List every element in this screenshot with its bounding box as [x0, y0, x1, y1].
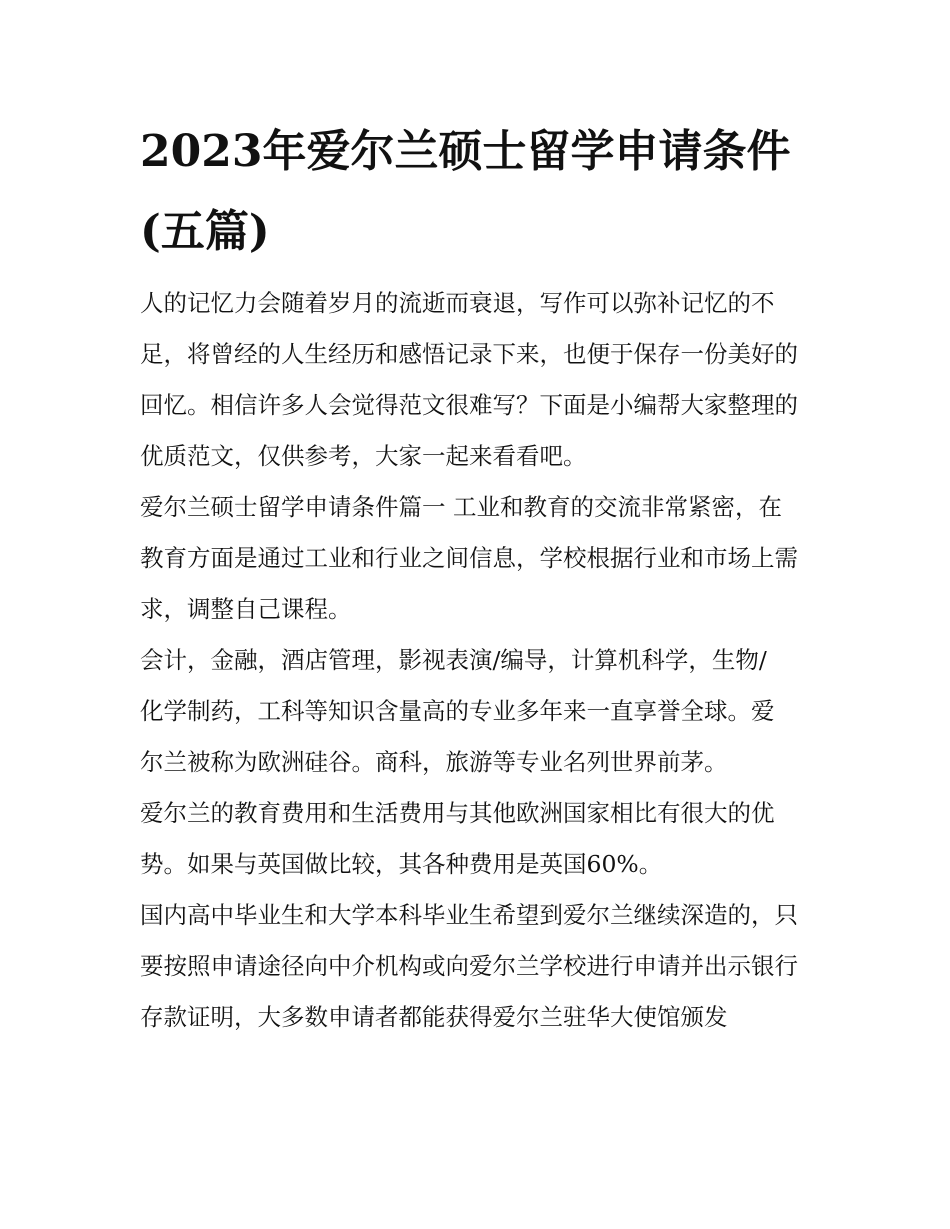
paragraph-majors: 会计，金融，酒店管理，影视表演/编导，计算机科学，生物/化学制药，工科等知识含量高的专业多年来一直享誉全球。爱尔兰被称为欧洲硅谷。商科，旅游等专业名列世界前茅。 — [140, 646, 775, 776]
document-body — [140, 112, 812, 1043]
paragraph-intro: 人的记忆力会随着岁月的流逝而衰退，写作可以弥补记忆的不足，将曾经的人生经历和感悟记录下来，也便于保存一份美好的回忆。相信许多人会觉得范文很难写？下面是小编帮大家整理的优质范文，仅供参考，大家一起来看看吧。 — [140, 289, 798, 470]
paragraph-application: 国内高中毕业生和大学本科毕业生希望到爱尔兰继续深造的，只要按照申请途径向中介机构或向爱尔兰学校进行申请并出示银行存款证明，大多数申请者都能获得爱尔兰驻华大使馆颁发 — [140, 901, 798, 1031]
paragraph-costs: 爱尔兰的教育费用和生活费用与其他欧洲国家相比有很大的优势。如果与英国做比较，其各种费用是英国60%。 — [140, 799, 775, 878]
paragraph-section-one: 爱尔兰硕士留学申请条件篇一 工业和教育的交流非常紧密，在教育方面是通过工业和行业之间信息，学校根据行业和市场上需求，调整自己课程。 — [140, 493, 798, 623]
document-title: 2023年爱尔兰硕士留学申请条件(五篇) — [140, 126, 791, 257]
